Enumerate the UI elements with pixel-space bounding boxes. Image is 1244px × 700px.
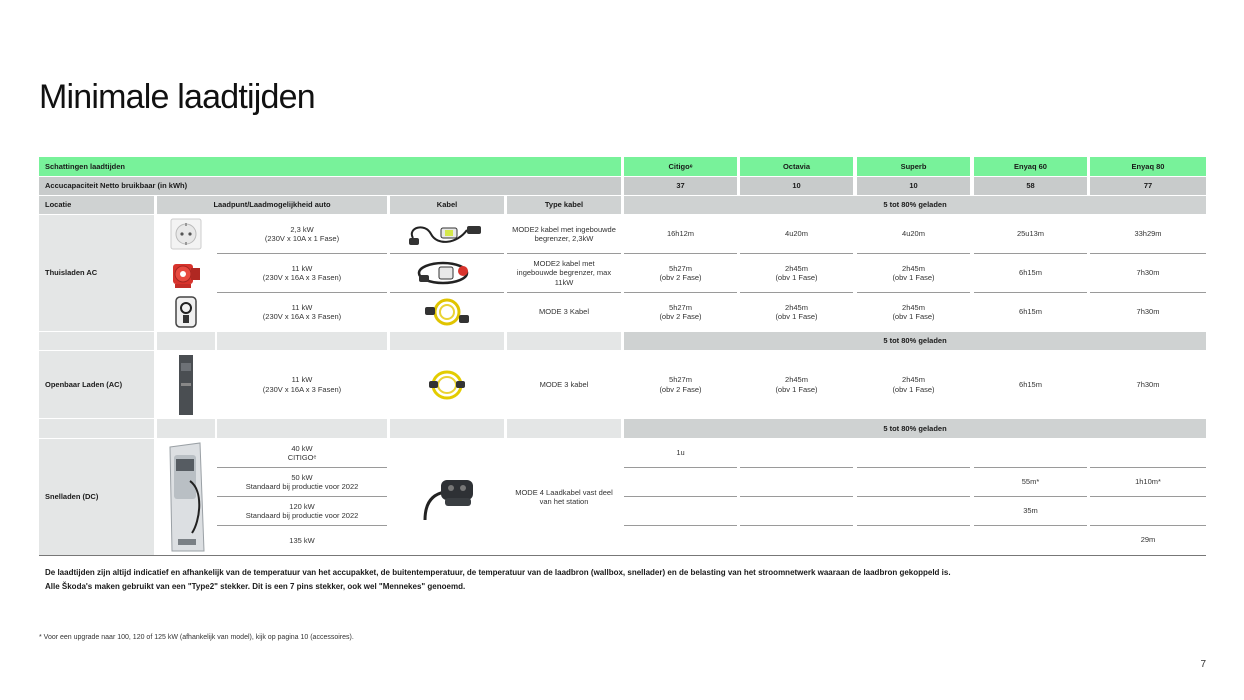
time-cell xyxy=(974,293,1087,331)
charge-time: 5h27m xyxy=(669,375,692,384)
separator-cell xyxy=(157,332,215,350)
charge-time: 5h27m xyxy=(669,263,692,273)
charge-time: 2h45m xyxy=(902,302,925,312)
cable-type-cell: MODE2 kabel met ingebouwde begrenzer, max 11kW xyxy=(516,258,612,287)
charge-time: 4u20m xyxy=(902,229,925,239)
charge-time: 2h45m xyxy=(785,263,808,273)
cable-type-cell: MODE 4 Laadkabel vast deel van het station xyxy=(515,487,613,506)
time-cell xyxy=(974,351,1087,418)
footnote: * Voor een upgrade naar 100, 120 of 125 kW (afhankelijk van model), kijk op pagina 10 (accessoires). xyxy=(39,634,354,641)
schuko-socket-icon xyxy=(170,218,202,250)
time-cell xyxy=(740,351,853,418)
header-location: Locatie xyxy=(39,196,154,214)
separator-cell xyxy=(157,419,215,438)
time-cell xyxy=(740,215,853,253)
cable-picture xyxy=(390,215,504,253)
cable-picture xyxy=(390,351,504,418)
socket-picture xyxy=(157,215,215,253)
time-cell xyxy=(857,293,970,331)
model-capacity: 77 xyxy=(1090,177,1206,195)
mode2-cable-icon xyxy=(407,218,487,250)
time-cell xyxy=(740,254,853,292)
charge-time: 2h45m xyxy=(902,263,925,273)
power-spec: Standaard bij productie voor 2022 xyxy=(245,482,359,491)
cable-type-cell: MODE 3 kabel xyxy=(539,379,589,389)
charge-time: 33h29m xyxy=(1134,229,1162,239)
phase-note: (obv 1 Fase) xyxy=(775,312,818,321)
header-cable-type: Type kabel xyxy=(507,196,621,214)
separator-cell xyxy=(39,332,154,350)
chargepoint-cell xyxy=(217,497,387,525)
dc-fast-charger-icon xyxy=(164,441,208,553)
note-line-2: Alle Škoda's maken gebruikt van een "Type2" stekker. Dit is een 7 pins stekker, ook wel "Mennekes" genoemd. xyxy=(45,582,466,591)
charge-time: 2h45m xyxy=(902,375,925,384)
chargepoint-cell xyxy=(217,254,387,292)
model-name: Enyaq 80 xyxy=(1090,157,1206,176)
separator-cell xyxy=(390,332,504,350)
public-charger-picture xyxy=(157,351,215,418)
time-cell xyxy=(624,215,737,253)
location-fast: Snelladen (DC) xyxy=(39,439,154,555)
header-charged-range: 5 tot 80% geladen xyxy=(624,196,1206,214)
chargepoint-cell xyxy=(217,468,387,496)
time-cell xyxy=(857,254,970,292)
phase-note: (obv 1 Fase) xyxy=(892,273,935,282)
time-cell xyxy=(974,468,1087,496)
power-spec: CITIGOᵉ xyxy=(287,453,317,462)
cable-picture xyxy=(390,254,504,292)
charging-times-table xyxy=(39,157,1206,556)
charge-time: 5h27m xyxy=(669,302,692,312)
header-estimates: Schattingen laadtijden xyxy=(39,157,621,176)
red-cee-socket-icon xyxy=(169,256,203,290)
time-cell xyxy=(974,254,1087,292)
time-cell xyxy=(857,215,970,253)
power-spec: (230V x 10A x 1 Fase) xyxy=(264,234,340,243)
header-chargepoint: Laadpunt/Laadmogelijkheid auto xyxy=(157,196,387,214)
time-cell xyxy=(1090,293,1206,331)
separator-cell xyxy=(217,332,387,350)
chargepoint-cell xyxy=(217,351,387,418)
time-cell xyxy=(624,351,737,418)
power-value: 40 kW xyxy=(291,443,313,453)
time-cell xyxy=(740,293,853,331)
cable-type-cell: MODE2 kabel met ingebouwde begrenzer, 2,3kW xyxy=(512,224,616,243)
separator-cell xyxy=(507,332,621,350)
fast-charger-picture xyxy=(157,439,215,555)
power-value: 11 kW xyxy=(291,263,313,273)
page-title: Minimale laadtijden xyxy=(39,78,315,116)
time-cell xyxy=(1090,351,1206,418)
time-cell xyxy=(1090,215,1206,253)
separator-cell xyxy=(39,419,154,438)
cable-picture xyxy=(390,439,504,555)
header-cable: Kabel xyxy=(390,196,504,214)
charge-time: 6h15m xyxy=(1019,379,1042,389)
header-charged-range: 5 tot 80% geladen xyxy=(624,332,1206,350)
charge-time: 1h10m* xyxy=(1135,477,1161,487)
separator-cell xyxy=(217,419,387,438)
model-name: Octavia xyxy=(740,157,853,176)
charge-time: 2h45m xyxy=(785,375,808,384)
location-public: Openbaar Laden (AC) xyxy=(39,351,154,418)
time-cell xyxy=(974,497,1087,525)
charge-time: 1u xyxy=(676,448,685,458)
time-cell xyxy=(1090,254,1206,292)
charge-time: 6h15m xyxy=(1019,268,1042,278)
public-charging-pole-icon xyxy=(175,353,197,417)
cee-socket-picture xyxy=(157,254,215,292)
chargepoint-cell xyxy=(217,439,387,467)
ccs-connector-icon xyxy=(415,472,479,522)
charge-time: 7h30m xyxy=(1136,307,1160,317)
separator-cell xyxy=(390,419,504,438)
time-cell xyxy=(624,439,737,467)
model-capacity: 10 xyxy=(740,177,853,195)
charge-time: 35m xyxy=(1023,506,1038,516)
note-line-1: De laadtijden zijn altijd indicatief en afhankelijk van de temperatuur van het accupakket, de buitentemperatuur, de temperatuur van de laadbron (wallbox, snellader) en de belasting van het stroomnetwerk waaraan de laadbron gekoppeld is. xyxy=(45,568,951,577)
phase-note: (obv 1 Fase) xyxy=(775,273,818,282)
phase-note: (obv 1 Fase) xyxy=(775,384,818,394)
power-spec: (230V x 16A x 3 Fasen) xyxy=(262,273,342,282)
page-number: 7 xyxy=(1200,659,1206,670)
mode2-cable-red-icon xyxy=(415,257,479,289)
power-spec: Standaard bij productie voor 2022 xyxy=(245,511,359,520)
location-home: Thuisladen AC xyxy=(39,215,154,331)
power-value: 120 kW xyxy=(289,501,315,511)
wallbox-icon xyxy=(173,295,199,329)
chargepoint-cell xyxy=(217,293,387,331)
time-cell xyxy=(624,293,737,331)
time-cell xyxy=(624,254,737,292)
header-capacity: Accucapaciteit Netto bruikbaar (in kWh) xyxy=(39,177,621,195)
charge-time: 7h30m xyxy=(1136,379,1160,389)
power-value: 11 kW xyxy=(291,302,313,312)
phase-note: (obv 1 Fase) xyxy=(892,312,935,321)
charge-time: 7h30m xyxy=(1136,268,1160,278)
mode3-cable-yellow-icon xyxy=(423,295,471,329)
separator-cell xyxy=(507,419,621,438)
charge-time: 16h12m xyxy=(666,229,695,239)
time-cell xyxy=(1090,526,1206,554)
charge-time: 6h15m xyxy=(1019,307,1042,317)
phase-note: (obv 2 Fase) xyxy=(659,312,702,321)
phase-note: (obv 1 Fase) xyxy=(892,384,935,394)
charge-time: 55m* xyxy=(1021,477,1040,487)
phase-note: (obv 2 Fase) xyxy=(659,273,702,282)
model-name: Citigoᵉ xyxy=(624,157,737,176)
model-capacity: 10 xyxy=(857,177,970,195)
model-name: Superb xyxy=(857,157,970,176)
model-capacity: 58 xyxy=(974,177,1087,195)
mode3-cable-yellow-icon xyxy=(427,367,467,403)
charge-time: 4u20m xyxy=(785,229,808,239)
time-cell xyxy=(974,215,1087,253)
power-value: 11 kW xyxy=(291,375,313,384)
chargepoint-cell xyxy=(217,215,387,253)
model-capacity: 37 xyxy=(624,177,737,195)
phase-note: (obv 2 Fase) xyxy=(659,384,702,394)
header-charged-range: 5 tot 80% geladen xyxy=(624,419,1206,438)
power-value: 2,3 kW xyxy=(290,224,314,234)
charge-time: 29m xyxy=(1140,535,1156,545)
power-spec: (230V x 16A x 3 Fasen) xyxy=(262,384,342,394)
cable-type-cell: MODE 3 Kabel xyxy=(538,307,590,317)
time-cell xyxy=(857,351,970,418)
power-value: 50 kW xyxy=(291,472,313,482)
cable-picture xyxy=(390,293,504,331)
time-cell xyxy=(1090,468,1206,496)
model-name: Enyaq 60 xyxy=(974,157,1087,176)
power-value: 135 kW xyxy=(289,535,315,545)
charge-time: 2h45m xyxy=(785,302,808,312)
chargepoint-cell xyxy=(217,526,387,555)
wallbox-picture xyxy=(157,293,215,331)
power-spec: (230V x 16A x 3 Fasen) xyxy=(262,312,342,321)
charge-time: 25u13m xyxy=(1016,229,1045,239)
